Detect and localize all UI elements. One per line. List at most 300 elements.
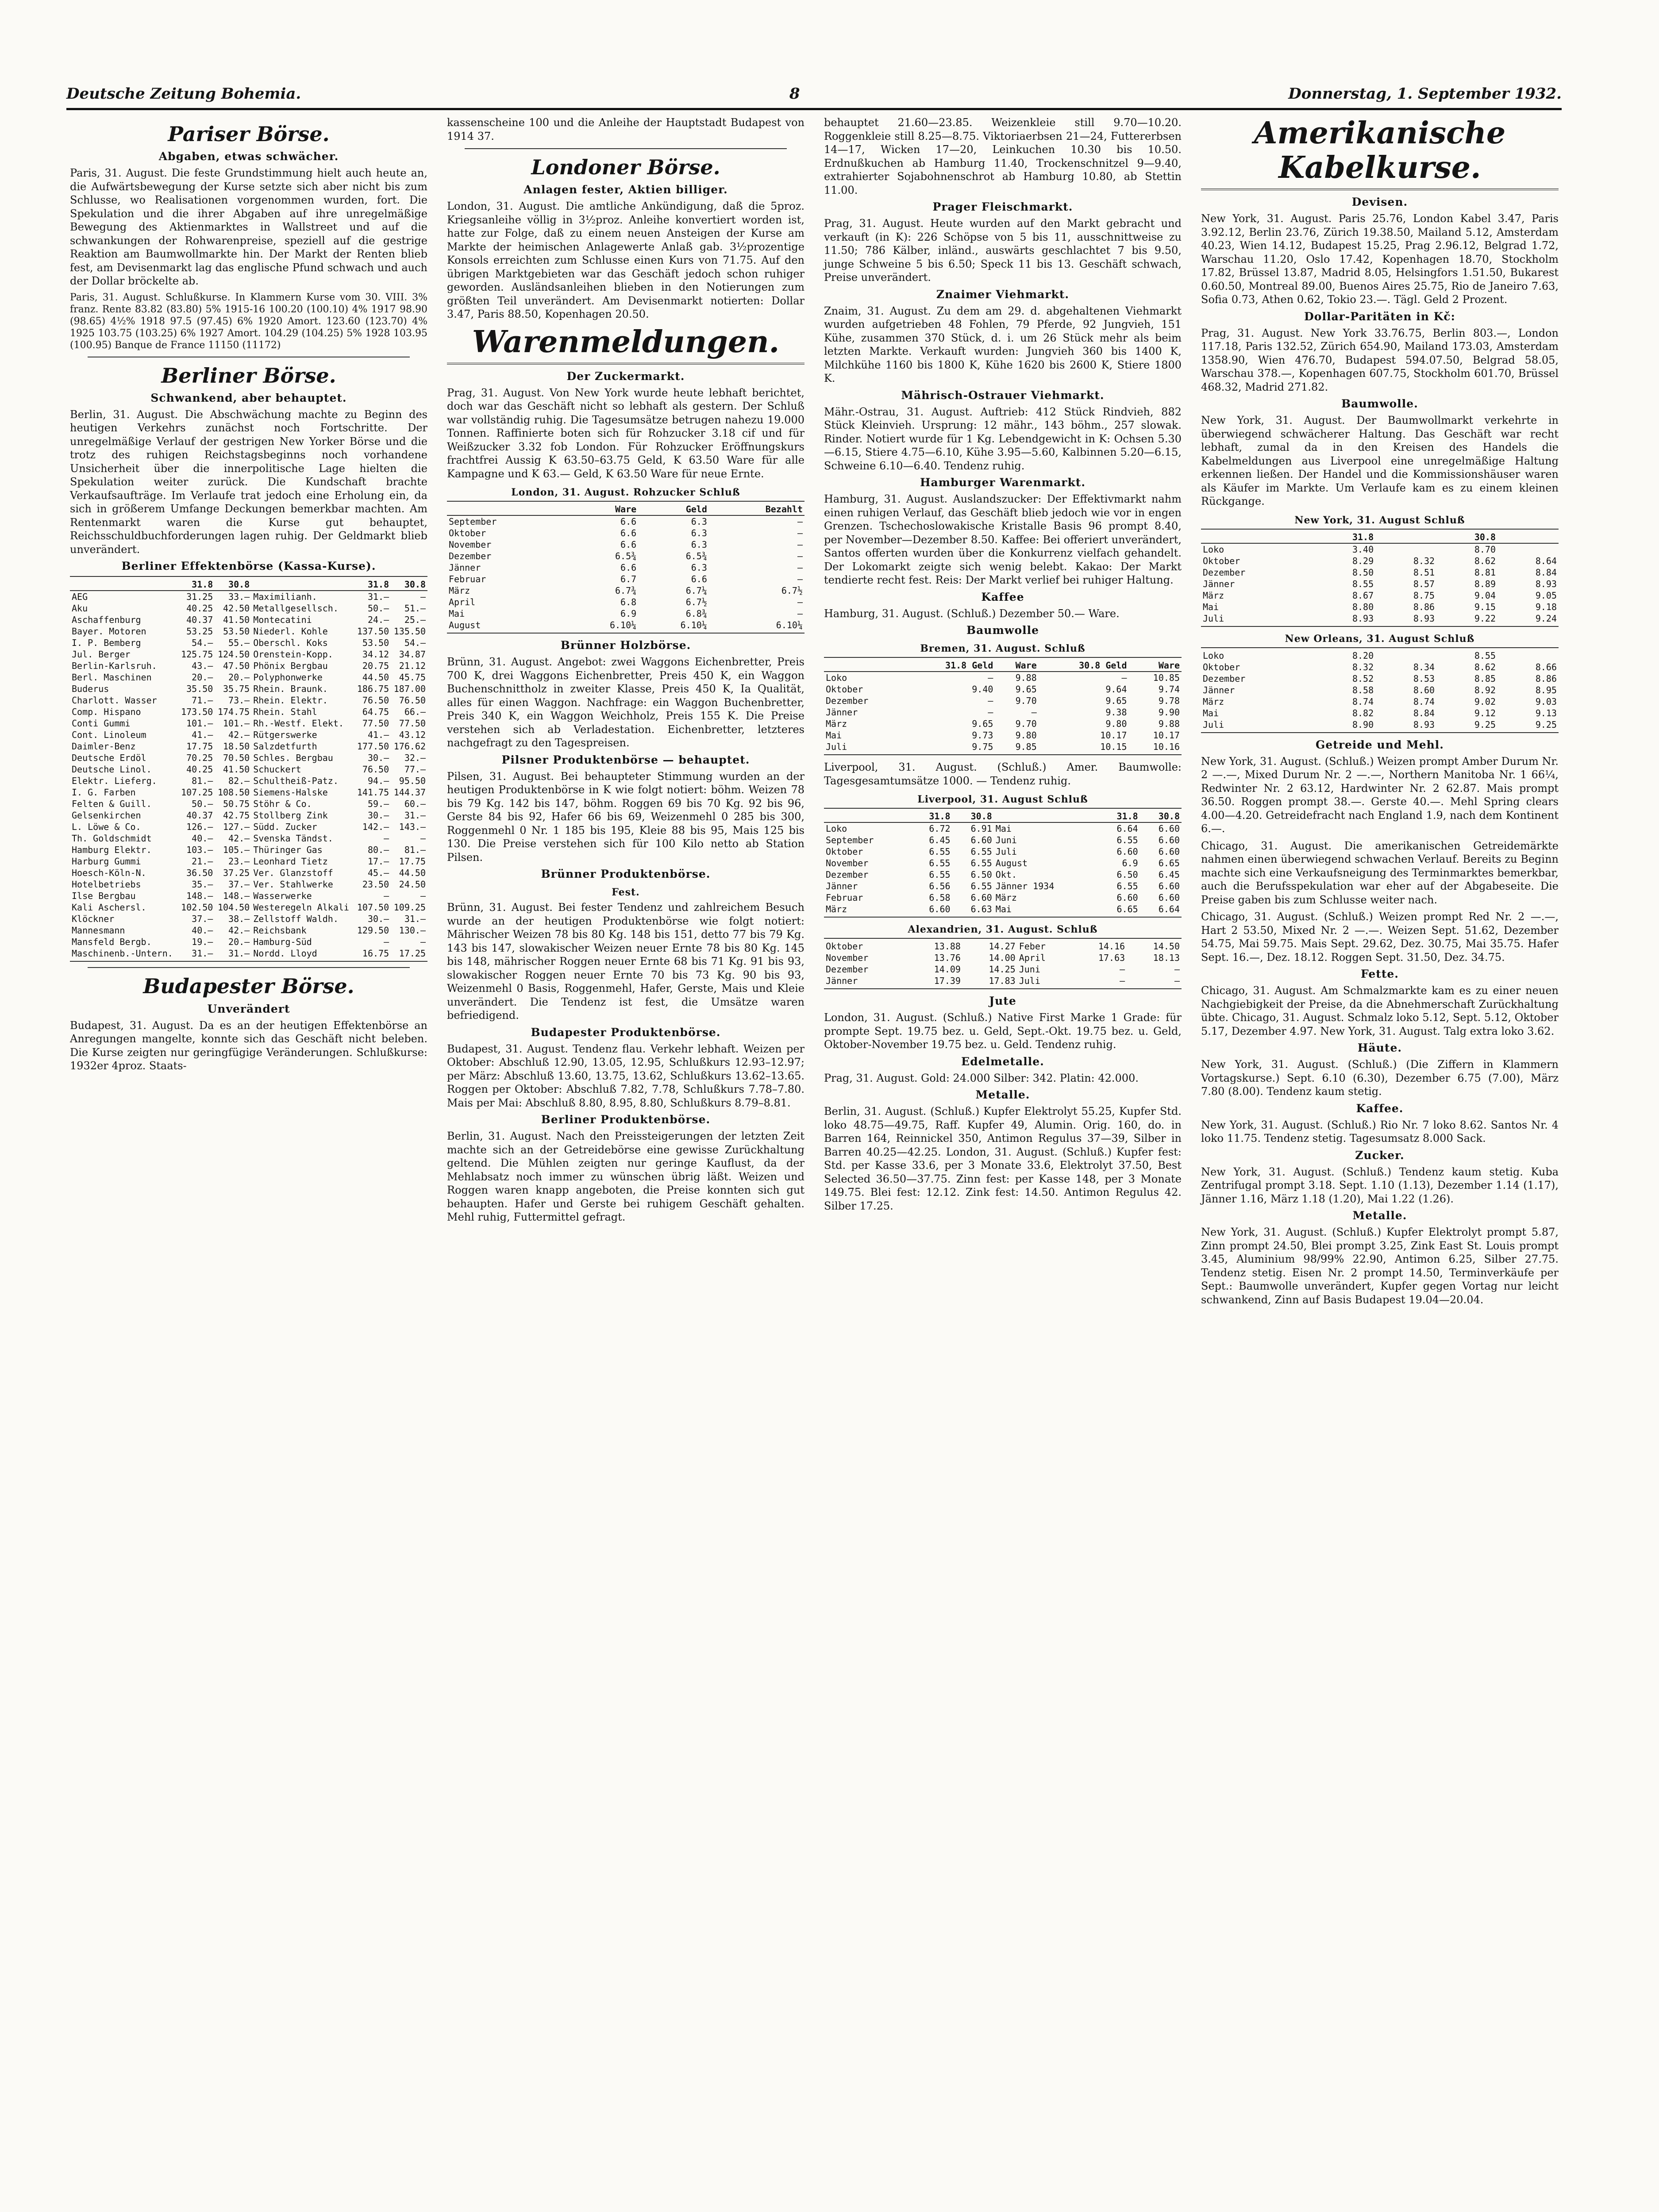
table-cell: 8.57 <box>1413 578 1435 589</box>
table-cell: Elektr. Lieferg. <box>72 776 157 787</box>
table-cell: Loko <box>826 672 847 683</box>
table-cell: 76.50 <box>362 764 389 775</box>
table-cell: 8.84 <box>1535 567 1557 578</box>
table-cell: Berlin-Karlsruh. <box>72 661 157 672</box>
table-cell: 8.93 <box>1413 613 1435 624</box>
ostrau-title: Mährisch-Ostrauer Viehmarkt. <box>901 388 1105 402</box>
table-row <box>70 695 427 706</box>
table-cell: 40.37 <box>186 810 213 821</box>
table-cell: 6.50 <box>1116 869 1138 880</box>
table-cell: 24.50 <box>399 879 426 890</box>
table-cell: 41.— <box>367 730 389 741</box>
table-cell: November <box>826 952 869 963</box>
table-cell: 25.— <box>404 614 426 626</box>
table-cell: — <box>1031 707 1037 718</box>
vieh-report: Znaim, 31. August. Zu dem am 29. d. abgehaltenen Viehmarkt wurden aufgetrieben 48 Fohlen, 79 Pferde, 92 Jungvieh, 151 Kühe, zusammen 370 Stück, d. i. um 26 Stück mehr als beim letzten Markte. Verkauft wurden: Jungvieh 360 bis 1400 K, Milchkühe 1160 bis 1800 K, Kühe 1620 bis 2600 K, Stiere 1800 K. <box>824 304 1182 384</box>
table-cell: 6.7½ <box>781 585 803 596</box>
table-cell: — <box>988 695 993 706</box>
table-row <box>1201 578 1559 590</box>
table-cell: 142.— <box>362 822 389 833</box>
table-cell: Reichsbank <box>253 925 307 936</box>
table-row <box>447 527 804 539</box>
table-cell: 8.34 <box>1413 661 1435 672</box>
berlin-prod-report: Berlin, 31. August. Nach den Preissteigerungen der letzten Zeit machte sich an der Getreidebörse eine gewisse Zurückhaltung geltend. Die Mühlen zeigten nur geringe Kauflust, da der Mehlabsatz noch immer zu wünschen übrig läßt. Weizen und Roggen waren knapp angeboten, die Preise konnten sich gut behaupten. Hafer und Gerste bei ruhigem Geschäft gehalten. Mehl ruhig, Futtermittel gefragt. <box>447 1130 804 1224</box>
table-row <box>824 869 1182 880</box>
table-cell: 53.25 <box>186 626 213 637</box>
table-cell: 6.64 <box>1116 823 1138 834</box>
table-cell: 14.09 <box>934 964 961 975</box>
table-cell: 8.66 <box>1535 661 1557 672</box>
table-cell: 50.75 <box>223 799 250 810</box>
table-cell: 35.50 <box>186 684 213 695</box>
table-cell: — <box>988 672 993 683</box>
table-cell: 9.18 <box>1535 601 1557 612</box>
table-row <box>824 707 1182 718</box>
table-cell: 50.— <box>192 799 213 810</box>
table-cell: 10.85 <box>1153 672 1180 683</box>
table-cell: September <box>826 835 874 845</box>
table-cell: 8.62 <box>1474 555 1496 566</box>
table-cell: 148.— <box>186 891 213 902</box>
hamburg-title: Hamburger Warenmarkt. <box>920 476 1086 489</box>
table-cell: 6.91 <box>970 823 992 834</box>
table-cell: 6.64 <box>1158 904 1180 914</box>
table-cell: — <box>797 562 803 573</box>
table-cell: — <box>384 833 389 844</box>
table-row <box>447 539 804 550</box>
table-cell: Oktober <box>1203 555 1240 566</box>
berlin-report: Berlin, 31. August. Die Abschwächung machte zu Beginn des heutigen Verkehrs zunächst noch Fortschritte. Der unregelmäßige Verlauf der gestrigen New Yorker Börse und die trotz des ruhigen Reichstagsbeginns noch vorhandene Unsicherheit über die innerpolitische Lage hielten die Spekulation weiter zurück. Die Kundschaft brachte Verkaufsaufträge. Im Verlaufe trat jedoch eine Erholung ein, da sich in größerem Umfange Deckungen bemerkbar machten. Am Rentenmarkt waren die Kurse gut behauptet, Reichsschuldbuchforderungen lagen ruhig. Der Geldmarkt blieb unverändert. <box>70 408 427 556</box>
kaffee-us-title: Kaffee. <box>1356 1102 1404 1115</box>
table-cell: 6.65 <box>1116 904 1138 914</box>
table-cell: Jul. Berger <box>72 649 131 660</box>
table-cell: 9.80 <box>1105 718 1127 729</box>
table-row <box>824 964 1182 975</box>
table-cell: 20.— <box>228 937 250 948</box>
table-cell: 94.— <box>367 776 389 787</box>
table-cell <box>1497 543 1559 555</box>
table-cell: Juli <box>1203 719 1224 730</box>
table-cell: 59.— <box>367 799 389 810</box>
table-cell: 64.75 <box>362 707 389 718</box>
table-cell: 76.50 <box>362 695 389 706</box>
table-cell: 9.38 <box>1105 707 1127 718</box>
table-cell: Ilse Bergbau <box>72 891 136 902</box>
ostrau-report: Mähr.-Ostrau, 31. August. Auftrieb: 412 Stück Rindvieh, 882 Stück Kleinvieh. Ursprung: 12 mähr., 143 böhm., 257 slowak. Rinder. Notiert wurde für 1 Kg. Lebendgewicht in K: Ochsen 5.30—6.15, Stiere 4.75—6.10, Kühe 3.95—5.60, Kalbinnen 5.20—6.15, Schweine 6.10—6.40. Tendenz ruhig. <box>824 405 1182 472</box>
table-cell: 53.50 <box>223 626 250 637</box>
table-row <box>824 834 1182 846</box>
table-cell: 8.62 <box>1474 661 1496 672</box>
table-cell: 6.60 <box>1116 846 1138 857</box>
table-cell: 14.16 <box>1098 941 1125 952</box>
pilsen-title: Pilsner Produktenbörse — behauptet. <box>501 753 750 766</box>
table-cell: 148.— <box>223 891 250 902</box>
table-cell: 32.— <box>404 753 426 764</box>
table-row <box>447 550 804 562</box>
table-row <box>824 684 1182 695</box>
table-row <box>824 822 1182 834</box>
holz-report: Brünn, 31. August. Angebot: zwei Waggons Eichenbretter, Preis 700 K, drei Waggons Eichenbretter, Preis 450 K, ein Waggon Buchenschnittholz in zweiter Klasse, Preis 450 K, Ia Qualität, alles für einen Waggon. Nachfrage: ein Waggon Buchenbretter, Preis 340 K, ein Waggon Weichholz, Preis 155 K. Die Preise verstehen sich ab Verladestation. Eichenbretter, letzteres nachgefragt zu den Tagespreisen. <box>447 656 804 749</box>
budapest-title: Budapester Börse. <box>143 974 354 998</box>
table-cell: 9.25 <box>1535 719 1557 730</box>
table-cell: 17.25 <box>399 948 426 959</box>
table-row <box>824 695 1182 707</box>
paper-name: Deutsche Zeitung Bohemia. <box>66 85 301 103</box>
metalle-title: Metalle. <box>975 1088 1030 1101</box>
table-cell: Rütgerswerke <box>253 730 317 741</box>
neworleans-table-wrap <box>1201 647 1559 733</box>
table-cell: 9.40 <box>972 684 993 695</box>
table-cell: 6.60 <box>1158 881 1180 891</box>
newyork-table <box>1201 531 1559 624</box>
table-cell: Jänner <box>1203 684 1235 695</box>
liverpool-header: 31.8 30.8 31.8 30.8 <box>824 810 1182 822</box>
table-cell: Conti Gummi <box>72 718 131 729</box>
liverpool-report: Liverpool, 31. August. (Schluß.) Amer. Baumwolle: Tagesgesamtumsätze 1000. — Tendenz ruhig. <box>824 761 1182 787</box>
neworleans-table <box>1201 650 1559 730</box>
table-cell: 35.75 <box>223 684 250 695</box>
table-cell: 8.84 <box>1413 707 1435 718</box>
table-cell: 9.75 <box>972 741 993 752</box>
table-row <box>824 952 1182 964</box>
table-cell: 17.83 <box>989 975 1016 986</box>
table-cell: 8.80 <box>1352 601 1374 612</box>
columns <box>66 116 1562 2212</box>
table-cell: 14.50 <box>1153 941 1180 952</box>
metalle-report: Berlin, 31. August. (Schluß.) Kupfer Elektrolyt 55.25, Kupfer Std. loko 48.75—49.75, Raff. Kupfer 49, Alumin. Orig. 160, do. in Barren 164, Reinnickel 350, Antimon Regulus 37—39, Silber in Barren 40.25—42.25. London, 31. August. (Schluß.) Kupfer fest: Std. per Kasse 33.6, per 3 Monate 33.6, Elektrolyt 37.50, Best Selected 36.50—37.75. Zinn fest: per Kasse 148, per 3 Monate 149.75. Blei fest: 12.12. Zink fest: 14.50. Antimon Regulus 42. Silber 17.25. <box>824 1105 1182 1212</box>
table-cell: 10.15 <box>1100 741 1127 752</box>
getreide-report-3: Chicago, 31. August. (Schluß.) Weizen prompt Red Nr. 2 —.—, Hart 2 53.50, Mixed Nr. 2 —.—. Weizen Sept. 51.62, Dezember 54.75, Mai 59.75. Mais Sept. 29.62, Dez. 30.75, Mai 35.75. Hafer Sept. 16.—, Dez. 18.12. Roggen Sept. 31.50, Dez. 34.75. <box>1201 910 1559 964</box>
table-cell: 55.— <box>228 637 250 649</box>
liverpool-table <box>824 810 1182 915</box>
kaffee-title: Kaffee <box>981 590 1024 603</box>
table-cell: 31.— <box>404 810 426 821</box>
zucker-us-report: New York, 31. August. (Schluß.) Tendenz kaum stetig. Kuba Zentrifugal prompt 3.18. Sept. 1.10 (1.13), Dezember 1.14 (1.17), Jänner 1.16, März 1.18 (1.20), Mai 1.22 (1.26). <box>1201 1165 1559 1205</box>
column-2 <box>443 116 808 2212</box>
table-cell: 8.70 <box>1474 544 1496 555</box>
table-cell: 50.— <box>367 603 389 614</box>
table-cell: 8.74 <box>1413 696 1435 707</box>
divider <box>465 148 787 149</box>
table-cell: 9.03 <box>1535 696 1557 707</box>
budapest-continued: kassenscheine 100 und die Anleihe der Hauptstadt Budapest von 1914 37. <box>447 116 804 142</box>
table-cell: — <box>420 937 426 948</box>
table-cell: 41.50 <box>223 764 250 775</box>
table-row <box>1201 707 1559 719</box>
table-cell: Mai <box>449 608 465 619</box>
table-cell: 37.25 <box>223 868 250 879</box>
baumwolle-us-title: Baumwolle. <box>1341 397 1418 411</box>
table-cell: 8.67 <box>1352 590 1374 601</box>
table-cell: 34.12 <box>362 649 389 660</box>
table-row <box>70 683 427 695</box>
table-cell: 101.— <box>186 718 213 729</box>
table-cell: 8.75 <box>1413 590 1435 601</box>
table-cell: 53.50 <box>362 637 389 649</box>
table-cell: 80.— <box>367 845 389 856</box>
table-cell: Schles. Bergbau <box>253 753 333 764</box>
table-row <box>447 515 804 527</box>
table-cell: 6.60 <box>1158 835 1180 845</box>
table-cell: 8.55 <box>1474 650 1496 661</box>
table-cell: August <box>449 620 481 631</box>
table-cell: AEG <box>72 591 88 603</box>
table-cell: Mai <box>1203 601 1219 612</box>
table-cell: 73.— <box>228 695 250 706</box>
table-cell: 9.73 <box>972 730 993 741</box>
table-cell: 6.55 <box>970 881 992 891</box>
table-row <box>1201 613 1559 624</box>
berlin-title: Berliner Börse. <box>161 363 336 388</box>
table-row <box>1201 661 1559 673</box>
table-cell: 8.74 <box>1352 696 1374 707</box>
table-cell: 76.50 <box>399 695 426 706</box>
table-cell: 9.70 <box>1015 718 1037 729</box>
table-cell: Stollberg Zink <box>253 810 328 821</box>
table-row <box>1201 590 1559 601</box>
vieh-title: Znaimer Viehmarkt. <box>936 288 1070 301</box>
table-cell: 6.65 <box>1158 858 1180 868</box>
table-cell: 6.55 <box>929 846 951 857</box>
table-cell: 17.39 <box>934 975 961 986</box>
table-cell: 6.3 <box>691 516 707 527</box>
berlin-prod-continued: behauptet 21.60—23.85. Weizenkleie still 9.70—10.20. Roggenkleie still 8.25—8.75. Viktoriaerbsen 21—24, Futtererbsen 14—17, Wicken 17—20, Leinkuchen 10.30 bis 10.50. Erdnußkuchen ab Hamburg 11.40, Trockenschnitzel 9—9.40, extrahierter Sojabohnenschrot ab Hamburg 10.80, ab Stettin 11.00. <box>824 116 1182 196</box>
effekten-table-wrap <box>70 576 427 962</box>
table-cell: 40.25 <box>186 764 213 775</box>
table-cell: 8.82 <box>1352 707 1374 718</box>
table-cell: Mai <box>995 823 1012 834</box>
table-row <box>70 649 427 660</box>
table-cell: 6.60 <box>970 892 992 903</box>
table-cell: November <box>826 858 869 868</box>
divider <box>88 967 410 968</box>
table-cell: 24.— <box>367 614 389 626</box>
table-cell: 77.50 <box>362 718 389 729</box>
header-rule <box>66 108 1562 110</box>
table-cell: Stöhr & Co. <box>253 799 312 810</box>
edelmetall-title: Edelmetalle. <box>961 1055 1044 1068</box>
table-row <box>70 637 427 649</box>
table-cell: 54.— <box>192 637 213 649</box>
table-row <box>1201 684 1559 696</box>
table-cell: 8.85 <box>1474 673 1496 684</box>
table-cell: Thüringer Gas <box>253 845 323 856</box>
table-cell: 6.60 <box>1158 892 1180 903</box>
table-cell: 40.— <box>192 833 213 844</box>
table-row <box>1201 567 1559 578</box>
table-cell: Jänner <box>826 975 858 986</box>
table-row <box>70 741 427 752</box>
table-row <box>70 936 427 948</box>
effekten-title: Berliner Effektenbörse (Kassa-Kurse). <box>121 560 376 573</box>
table-cell: März <box>995 892 1017 903</box>
table-row <box>70 821 427 833</box>
table-cell: — <box>420 833 426 844</box>
table-cell: 42.75 <box>223 810 250 821</box>
table-cell: Oberschl. Koks <box>253 637 328 649</box>
table-cell: Leonhard Tietz <box>253 856 328 867</box>
kabelkurse-title: Amerikanische Kabelkurse. <box>1201 116 1559 190</box>
table-row <box>1201 719 1559 730</box>
liverpool-title: Liverpool, 31. August Schluß <box>917 794 1088 805</box>
table-row <box>824 892 1182 903</box>
table-cell: 6.3 <box>691 539 707 550</box>
table-cell: Ver. Glanzstoff <box>253 868 333 879</box>
getreide-report-2: Chicago, 31. August. Die amerikanischen Getreidemärkte nahmen einen überwiegend schwachen Verlauf. Bereits zu Beginn machte sich eine Verkaufsneigung des Terminmarktes bemerkbar, auch die Berufsspekulation war eher auf der Abgabeseite. Die Preise gaben bis zum Schlusse weiter nach. <box>1201 839 1559 906</box>
fette-title: Fette. <box>1361 968 1399 981</box>
table-cell: 9.13 <box>1535 707 1557 718</box>
table-cell: Deutsche Linol. <box>72 764 152 775</box>
table-cell: Daimler-Benz <box>72 741 136 752</box>
table-cell: 18.13 <box>1153 952 1180 963</box>
table-cell: 20.— <box>192 672 213 683</box>
table-cell: Oktober <box>826 684 863 695</box>
table-cell: 9.65 <box>1105 695 1127 706</box>
table-cell: Hamburg-Süd <box>253 937 312 948</box>
table-cell: 41.50 <box>223 614 250 626</box>
table-cell: Schuckert <box>253 764 301 775</box>
table-row <box>70 913 427 925</box>
table-cell: Juli <box>826 741 847 752</box>
table-cell: 176.62 <box>393 741 426 752</box>
table-cell: Cont. Linoleum <box>72 730 146 741</box>
table-cell: Felten & Guill. <box>72 799 152 810</box>
haeute-report: New York, 31. August. (Schluß.) (Die Ziffern in Klammern Vortagskurse.) Sept. 6.10 (6.30), Dezember 6.75 (7.00), März 7.80 (8.00). Tendenz kaum stetig. <box>1201 1058 1559 1098</box>
table-cell: 45.— <box>367 868 389 879</box>
table-cell: Gelsenkirchen <box>72 810 141 821</box>
column-1 <box>66 116 431 2212</box>
table-row <box>70 890 427 902</box>
table-cell: 6.7 <box>620 574 637 585</box>
table-cell: Jänner <box>826 881 858 891</box>
table-cell: 127.— <box>223 822 250 833</box>
table-cell: Jänner 1934 <box>995 881 1055 891</box>
table-cell: 13.76 <box>934 952 961 963</box>
table-cell: 8.55 <box>1352 578 1374 589</box>
table-cell: Buderus <box>72 684 109 695</box>
table-cell: 20.— <box>228 672 250 683</box>
brunn-subtitle: Fest. <box>612 887 640 899</box>
table-cell: 137.50 <box>357 626 389 637</box>
table-cell: Orenstein-Kopp. <box>253 649 333 660</box>
table-row <box>70 810 427 821</box>
table-cell: — <box>384 937 389 948</box>
table-cell: 8.93 <box>1413 719 1435 730</box>
table-row <box>447 596 804 608</box>
bremen-header: 31.8 Geld Ware 30.8 Geld Ware <box>824 660 1182 672</box>
table-cell: 6.9 <box>620 608 637 619</box>
table-cell: 103.— <box>186 845 213 856</box>
table-cell: 14.27 <box>989 941 1016 952</box>
table-row <box>447 619 804 631</box>
table-cell: 8.52 <box>1352 673 1374 684</box>
table-cell: 9.02 <box>1474 696 1496 707</box>
table-cell: L. Löwe & Co. <box>72 822 141 833</box>
table-cell: 6.10¼ <box>680 620 707 631</box>
table-cell: 6.3 <box>691 562 707 573</box>
table-row <box>447 562 804 573</box>
table-row <box>70 902 427 913</box>
table-cell: März <box>826 718 847 729</box>
table-cell: 173.50 <box>181 707 213 718</box>
table-cell: Mai <box>1203 707 1219 718</box>
table-cell: 6.7¼ <box>685 585 707 596</box>
fette-report: Chicago, 31. August. Am Schmalzmarkte kam es zu einer neuen Nachgiebigkeit der Preise, da die Abnehmerschaft Zurückhaltung übte. Chicago, 31. August. Schmalz loko 5.12, Sept. 5.12, Oktober 5.17, Dezember 4.97. New York, 31. August. Talg extra loko 3.62. <box>1201 984 1559 1037</box>
table-row <box>1201 696 1559 707</box>
table-cell: 10.17 <box>1100 730 1127 741</box>
zucker-table-wrap <box>447 501 804 634</box>
table-cell: Südd. Zucker <box>253 822 317 833</box>
table-cell: — <box>1174 964 1180 975</box>
table-row <box>70 798 427 810</box>
table-cell: Harburg Gummi <box>72 856 141 867</box>
table-row <box>70 833 427 844</box>
table-cell: November <box>449 539 492 550</box>
table-cell: 47.50 <box>223 661 250 672</box>
table-cell: 9.24 <box>1535 613 1557 624</box>
table-cell: Siemens-Halske <box>253 787 328 798</box>
table-cell: Svenska Tändst. <box>253 833 333 844</box>
table-row <box>70 752 427 764</box>
brunn-report: Brünn, 31. August. Bei fester Tendenz und zahlreichem Besuch wurde an der heutigen Produktenbörse wie folgt notiert: Mährischer Weizen 78 bis 80 Kg. 148 bis 151, detto 77 bis 79 Kg. 143 bis 147, slowakischer Weizen neuer Ernte 78 bis 80 Kg. 145 bis 148, mährischer Roggen neuer Ernte 68 bis 71 Kg. 91 bis 93, slowakischer Roggen neuer Ernte 70 bis 73 Kg. 90 bis 93, Weizenmehl 0 Basis, Roggenmehl, Hafer, Gerste, Mais und Kleie unverändert. Die Tendenz ist fest, die Umsätze waren befriedigend. <box>447 901 804 1022</box>
table-cell: 40.25 <box>186 603 213 614</box>
zucker-report: Prag, 31. August. Von New York wurde heute lebhaft berichtet, doch war das Geschäft nicht so lebhaft als gestern. Der Schluß war vollständig ruhig. Die Tagesumsätze betrugen nahezu 19.000 Tonnen. Raffinierte boten sich für Rohzucker 3.18 cif und für Weißzucker 3.32 fob London. Für Rohzucker Eröffnungskurs frachtfrei Aussig K 63.50–63.75 Geld, K 63.50 Ware für alle Kampagne und K 63.— Geld, K 63.50 Ware für neue Ernte. <box>447 386 804 480</box>
table-cell: 9.90 <box>1158 707 1180 718</box>
jute-report: London, 31. August. (Schluß.) Native First Marke 1 Grade: für prompte Sept. 19.75 bez. u. Geld, Sept.-Okt. 19.75 bez. u. Geld, Oktober-November 19.75 bez. u. Geld. Tendenz ruhig. <box>824 1011 1182 1051</box>
table-cell: 18.50 <box>223 741 250 752</box>
table-cell: — <box>797 528 803 539</box>
zucker-header: Ware Geld Bezahlt <box>447 503 804 515</box>
table-cell: — <box>1174 975 1180 986</box>
table-cell: Ver. Stahlwerke <box>253 879 333 890</box>
table-cell: 43.— <box>192 661 213 672</box>
table-cell: 77.50 <box>399 718 426 729</box>
table-cell: 42.— <box>228 730 250 741</box>
table-cell: 9.12 <box>1474 707 1496 718</box>
table-cell: I. G. Farben <box>72 787 136 798</box>
table-cell: 8.86 <box>1535 673 1557 684</box>
table-cell: Rh.-Westf. Elekt. <box>253 718 344 729</box>
table-cell: 44.50 <box>399 868 426 879</box>
table-cell: 107.50 <box>357 902 389 913</box>
effekten-table <box>70 579 427 959</box>
table-cell: 141.75 <box>357 787 389 798</box>
page-number: 8 <box>789 85 800 103</box>
table-row <box>70 626 427 637</box>
table-cell: 9.85 <box>1015 741 1037 752</box>
table-cell: 6.58 <box>929 892 951 903</box>
newyork-header: 31.8 30.8 <box>1201 531 1559 543</box>
table-cell: Juli <box>995 846 1017 857</box>
table-row <box>447 585 804 596</box>
table-cell: 38.— <box>228 914 250 925</box>
table-cell: Jänner <box>449 562 481 573</box>
neworleans-title: New Orleans, 31. August Schluß <box>1285 633 1475 645</box>
table-cell: Jänner <box>826 707 858 718</box>
table-cell: — <box>1120 975 1125 986</box>
table-cell: 23.— <box>228 856 250 867</box>
table-cell: Wasserwerke <box>253 891 312 902</box>
table-cell: 6.7¾ <box>615 585 637 596</box>
table-cell: Loko <box>1203 544 1224 555</box>
table-cell: 9.15 <box>1474 601 1496 612</box>
table-row <box>824 741 1182 753</box>
devisen-title: Devisen. <box>1351 196 1408 209</box>
zucker-title: Der Zuckermarkt. <box>566 369 685 383</box>
kaffee-report: Hamburg, 31. August. (Schluß.) Dezember 50.— Ware. <box>824 607 1120 620</box>
berlin-prod-title: Berliner Produktenbörse. <box>541 1113 711 1126</box>
table-cell: Oktober <box>826 846 863 857</box>
